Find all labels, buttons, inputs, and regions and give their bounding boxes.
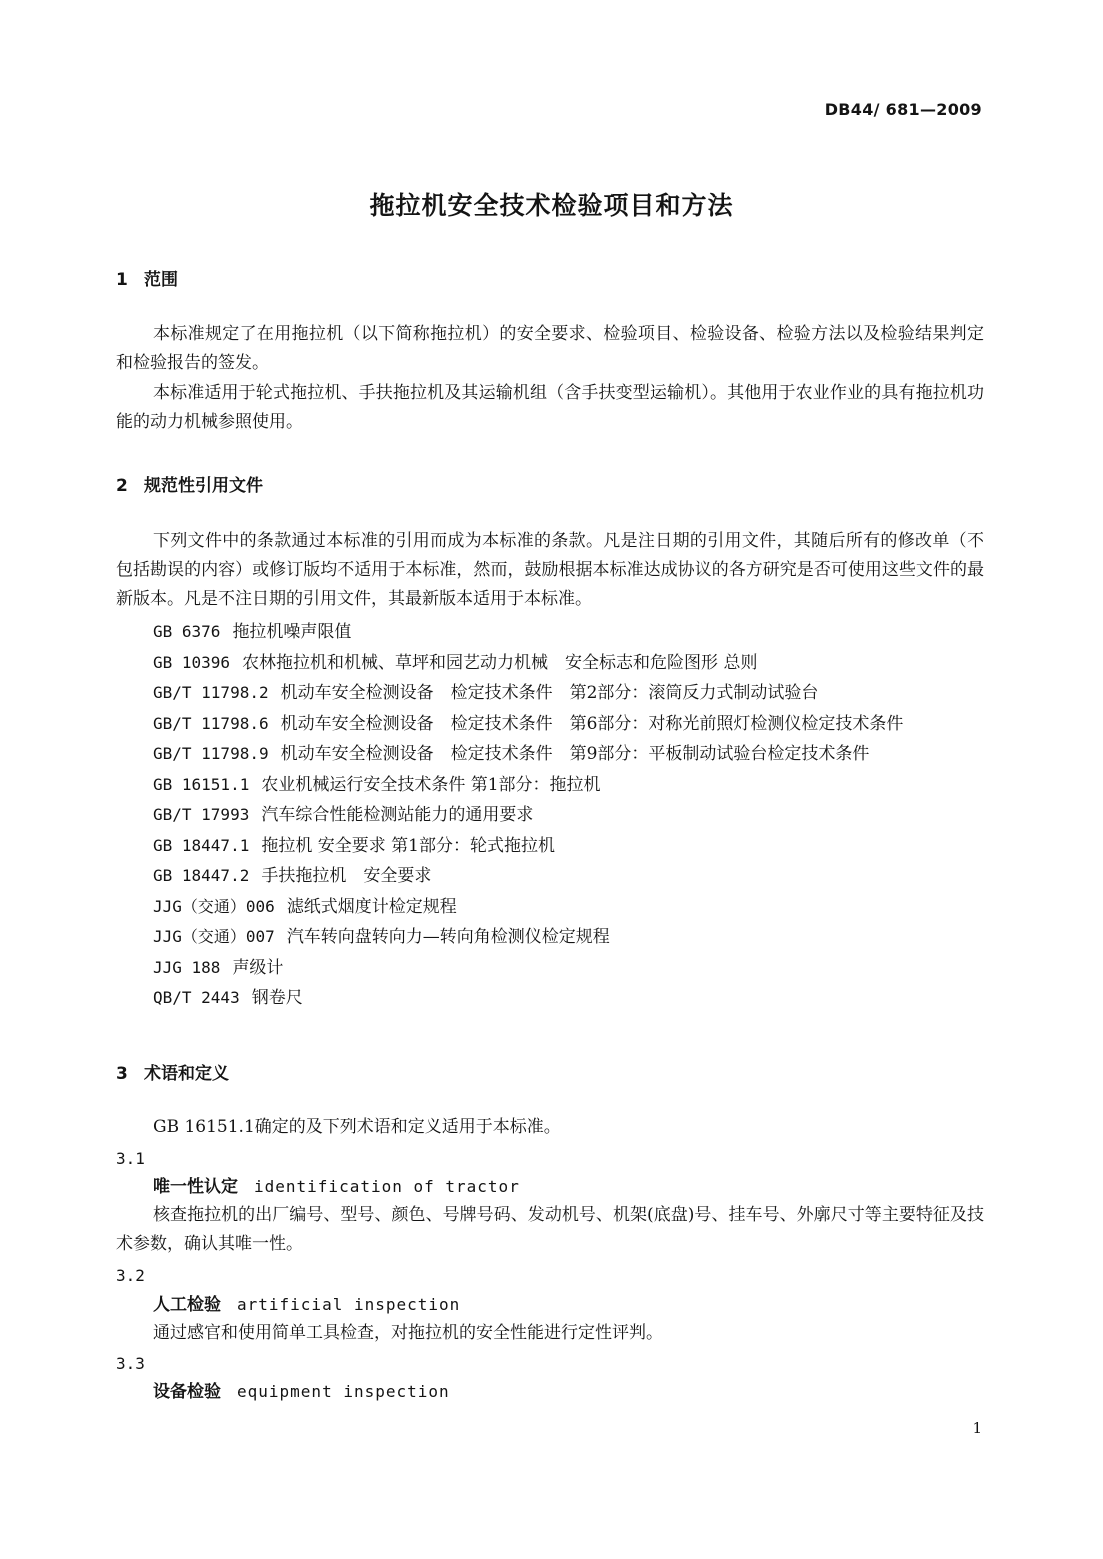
normative-references-list	[116, 617, 984, 1014]
section-1-paragraph-1: 本标准规定了在用拖拉机（以下简称拖拉机）的安全要求、检验项目、检验设备、检验方法以及检验结果判定和检验报告的签发。	[116, 324, 984, 373]
term-number: 3.2	[116, 1266, 145, 1285]
reference-code: GB/T 17993	[153, 805, 250, 824]
reference-item	[116, 922, 984, 953]
reference-title: 机动车安全检测设备 检定技术条件 第6部分：对称光前照灯检测仪检定技术条件	[280, 713, 904, 734]
reference-code: GB 18447.1	[153, 835, 250, 855]
term-chinese: 人工检验	[153, 1295, 221, 1315]
term-definition: 核查拖拉机的出厂编号、型号、颜色、号牌号码、发动机号、机架(底盘)号、挂车号、外廓尺寸等主要特征及技术参数，确认其唯一性。	[116, 1205, 984, 1254]
term-english: identification of tractor	[254, 1177, 520, 1196]
reference-code: GB/T 11798.6	[153, 713, 269, 733]
section-number: 3	[116, 1064, 128, 1084]
document-code: DB44/ 681—2009	[824, 100, 982, 119]
section-1-heading	[116, 265, 178, 290]
section-title: 范围	[144, 270, 178, 290]
section-number: 2	[116, 476, 128, 496]
reference-item	[116, 861, 984, 892]
term-heading	[116, 1377, 984, 1407]
section-2-intro: 下列文件中的条款通过本标准的引用而成为本标准的条款。凡是注日期的引用文件，其随后所有的修改单（不包括勘误的内容）或修订版均不适用于本标准，然而，鼓励根据本标准达成协议的各方研究是否可使用这些文件的最新版本。凡是不注日期的引用文件，其最新版本适用于本标准。	[116, 531, 984, 609]
section-1-paragraph-2: 本标准适用于轮式拖拉机、手扶拖拉机及其运输机组（含手扶变型运输机）。其他用于农业作业的具有拖拉机功能的动力机械参照使用。	[116, 383, 984, 432]
reference-item	[116, 648, 984, 679]
reference-code: JJG（交通）006	[153, 896, 275, 916]
term-chinese: 设备检验	[153, 1382, 221, 1402]
reference-code: GB 16151.1	[153, 774, 250, 794]
term-number: 3.3	[116, 1354, 145, 1373]
reference-item	[116, 709, 984, 740]
reference-title: 机动车安全检测设备 检定技术条件 第2部分：滚筒反力式制动试验台	[280, 683, 819, 703]
reference-code: GB 18447.2	[153, 866, 250, 885]
reference-title: 拖拉机噪声限值	[232, 622, 352, 642]
term-definition: 通过感官和使用简单工具检查，对拖拉机的安全性能进行定性评判。	[153, 1323, 663, 1343]
reference-title: 滤纸式烟度计检定规程	[286, 896, 457, 917]
section-title: 术语和定义	[144, 1064, 229, 1084]
reference-item	[116, 739, 984, 770]
section-3-intro: GB 16151.1确定的及下列术语和定义适用于本标准。	[153, 1117, 561, 1137]
reference-title: 汽车综合性能检测站能力的通用要求	[261, 805, 534, 825]
reference-item	[116, 678, 984, 709]
reference-item	[116, 770, 984, 801]
term-english: equipment inspection	[237, 1382, 450, 1401]
reference-item	[116, 953, 984, 984]
reference-code: GB/T 11798.2	[153, 683, 269, 702]
reference-item	[116, 800, 984, 831]
reference-item	[116, 892, 984, 923]
term-number: 3.1	[116, 1149, 145, 1168]
page-title: 拖拉机安全技术检验项目和方法	[369, 191, 734, 220]
reference-code: QB/T 2443	[153, 988, 240, 1007]
reference-title: 农林拖拉机和机械、草坪和园艺动力机械 安全标志和危险图形 总则	[242, 652, 758, 673]
reference-title: 钢卷尺	[251, 988, 303, 1008]
page-number: 1	[972, 1419, 982, 1437]
reference-title: 汽车转向盘转向力—转向角检测仪检定规程	[286, 927, 610, 947]
reference-code: GB 6376	[153, 622, 221, 641]
reference-item	[116, 831, 984, 862]
reference-code: GB/T 11798.9	[153, 744, 269, 763]
reference-title: 农业机械运行安全技术条件 第1部分：拖拉机	[261, 774, 601, 795]
reference-item	[116, 983, 984, 1014]
reference-title: 手扶拖拉机 安全要求	[261, 866, 432, 886]
reference-title: 拖拉机 安全要求 第1部分：轮式拖拉机	[261, 835, 555, 856]
reference-code: JJG 188	[153, 957, 221, 977]
reference-title: 机动车安全检测设备 检定技术条件 第9部分：平板制动试验台检定技术条件	[280, 744, 870, 764]
reference-item	[116, 617, 984, 648]
reference-title: 声级计	[232, 957, 284, 978]
section-3-heading	[116, 1059, 229, 1084]
reference-code: JJG（交通）007	[153, 927, 275, 946]
reference-code: GB 10396	[153, 652, 231, 672]
section-title: 规范性引用文件	[144, 476, 263, 496]
term-english: artificial inspection	[237, 1295, 461, 1314]
term-heading	[116, 1290, 984, 1320]
section-2-heading	[116, 471, 263, 496]
term-heading	[116, 1172, 984, 1202]
section-number: 1	[116, 270, 128, 290]
term-chinese: 唯一性认定	[153, 1177, 238, 1197]
